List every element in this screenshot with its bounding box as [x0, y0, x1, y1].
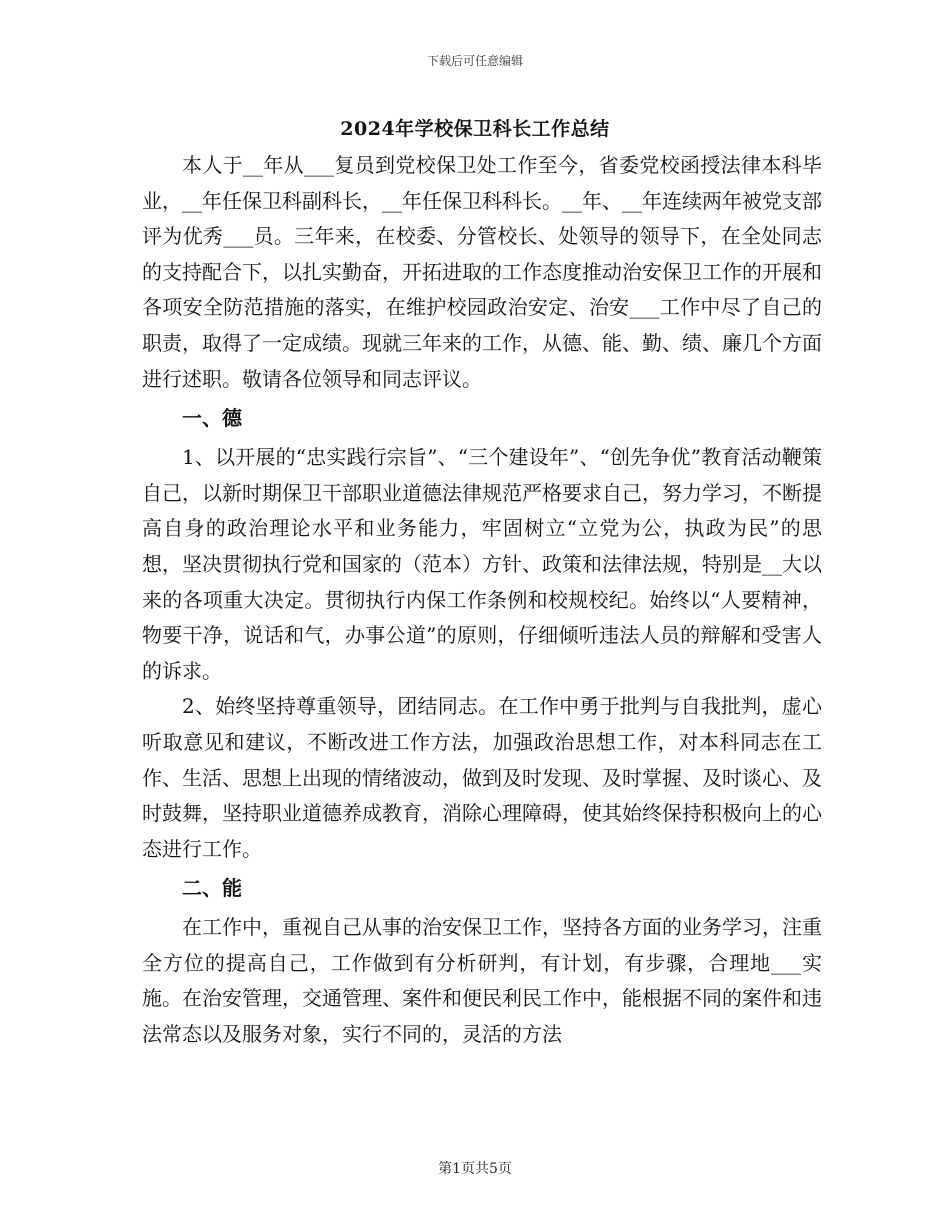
page-footer: 第1页共5页	[438, 1161, 512, 1177]
paragraph-neng-1: 在工作中，重视自己从事的治安保卫工作，坚持各方面的业务学习，注重全方位的提高自己，工作做到有分析研判，有计划，有步骤，合理地___实施。在治安管理，交通管理、案件和便民利民工作中，能根据不同的案件和违法常态以及服务对象，实行不同的，灵活的方法	[142, 915, 822, 1047]
section-heading-de: 一、德	[182, 406, 242, 431]
document-body	[142, 148, 822, 1053]
section-heading-neng: 二、能	[182, 876, 242, 901]
paragraph-de-2: 2、始终坚持尊重领导，团结同志。在工作中勇于批判与自我批判，虚心听取意见和建议，不断改进工作方法，加强政治思想工作，对本科同志在工作、生活、思想上出现的情绪波动，做到及时发现、及时掌握、及时谈心、及时鼓舞，坚持职业道德养成教育，消除心理障碍，使其始终保持积极向上的心态进行工作。	[142, 694, 822, 861]
paragraph-intro: 本人于__年从___复员到党校保卫处工作至今，省委党校函授法律本科毕业，__年任保卫科副科长，__年任保卫科科长。__年、__年连续两年被党支部评为优秀___员。三年来，在校委、分管校长、处领导的领导下，在全处同志的支持配合下，以扎实勤奋，开拓进取的工作态度推动治安保卫工作的开展和各项安全防范措施的落实，在维护校园政治安定、治安___工作中尽了自己的职责，取得了一定成绩。现就三年来的工作，从德、能、勤、绩、廉几个方面进行述职。敬请各位领导和同志评议。	[142, 153, 822, 391]
document-title: 2024年学校保卫科长工作总结	[340, 118, 610, 140]
paragraph-de-1: 1、以开展的“忠实践行宗旨”、“三个建设年”、“创先争优”教育活动鞭策自己，以新时期保卫干部职业道德法律规范严格要求自己，努力学习，不断提高自身的政治理论水平和业务能力，牢固树立“立党为公，执政为民”的思想，坚决贯彻执行党和国家的（范本）方针、政策和法律法规，特别是__大以来的各项重大决定。贯彻执行内保工作条例和校规校纪。始终以“人要精神，物要干净，说话和气，办事公道”的原则，仔细倾听违法人员的辩解和受害人的诉求。	[142, 445, 822, 683]
header-note: 下载后可任意编辑	[426, 54, 523, 68]
